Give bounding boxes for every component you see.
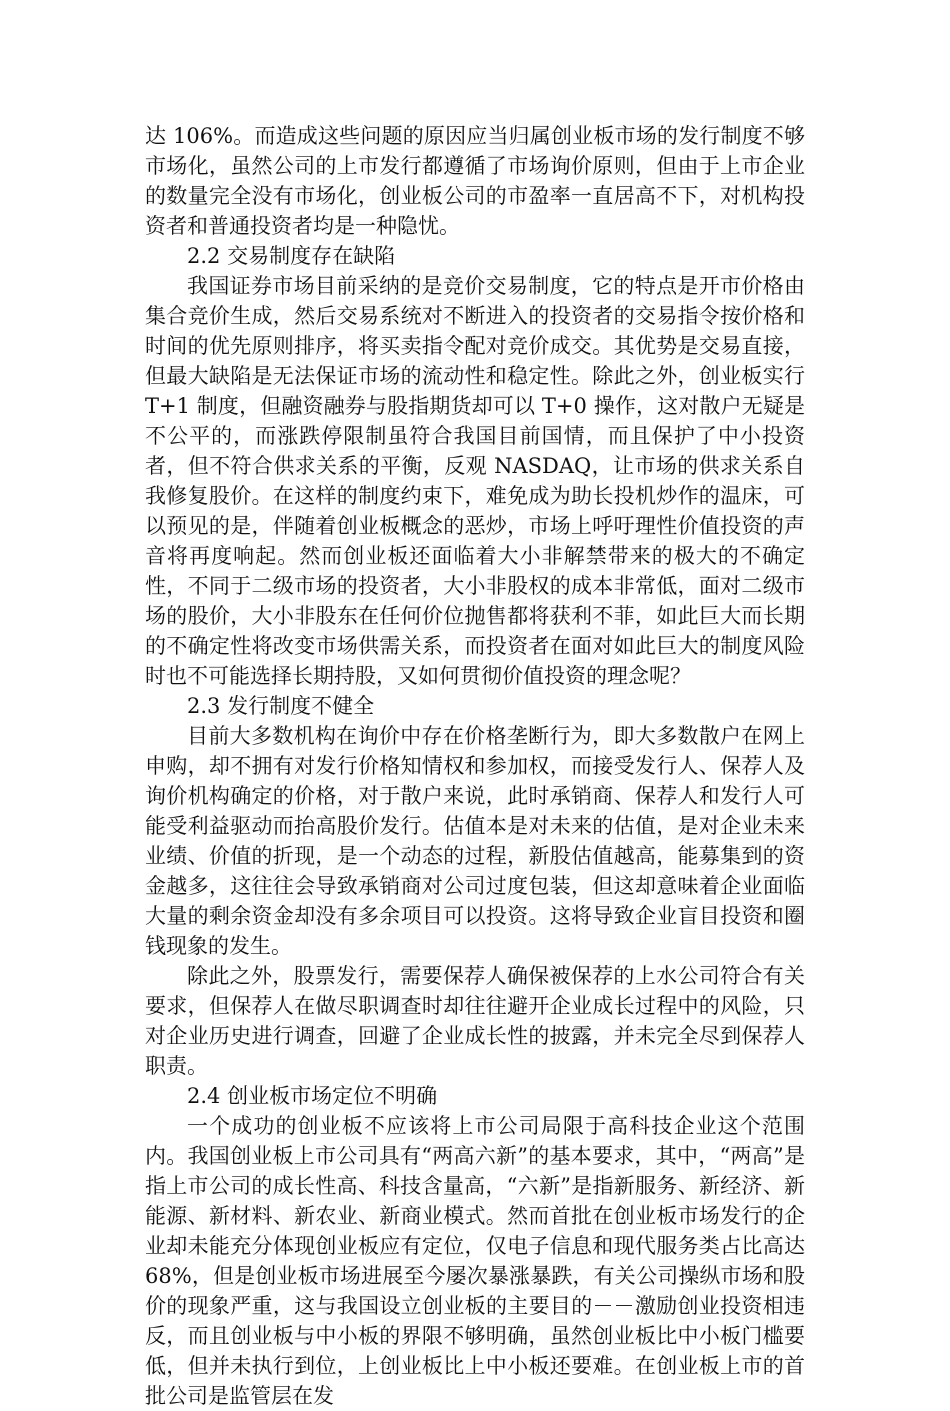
paragraph-sponsor-duty: 除此之外，股票发行，需要保荐人确保被保荐的上水公司符合有关要求，但保荐人在做尽职调查时却往往避开企业成长过程中的风险，只对企业历史进行调查，回避了企业成长性的披露，并未完全尽到保荐人职责。: [145, 964, 805, 1078]
section-heading-2-4: 2.4 创业板市场定位不明确: [187, 1084, 438, 1108]
section-heading-2-2: 2.2 交易制度存在缺陷: [187, 244, 396, 268]
paragraph-issuance-system: 目前大多数机构在询价中存在价格垄断行为，即大多数散户在网上申购，却不拥有对发行价格知情权和参加权，而接受发行人、保荐人及询价机构确定的价格，对于散户来说，此时承销商、保荐人和发行人可能受利益驱动而抬高股价发行。估值本是对未来的估值，是对企业未来业绩、价值的折现，是一个动态的过程，新股估值越高，能募集到的资金越多，这往往会导致承销商对公司过度包装，但这却意味着企业面临大量的剩余资金却没有多余项目可以投资。这将导致企业盲目投资和圈钱现象的发生。: [145, 724, 805, 958]
paragraph-market-positioning: 一个成功的创业板不应该将上市公司局限于高科技企业这个范围内。我国创业板上市公司具有“两高六新”的基本要求，其中，“两高”是指上市公司的成长性高、科技含量高，“六新”是指新服务、新经济、新能源、新材料、新农业、新商业模式。然而首批在创业板市场发行的企业却未能充分体现创业板应有定位，仅电子信息和现代服务类占比高达 68%，但是创业板市场进展至今屡次暴涨暴跌，有关公司操纵市场和股价的现象严重，这与我国设立创业板的主要目的－－激励创业投资相违反，而且创业板与中小板的界限不够明确，虽然创业板比中小板门槛要低，但并未执行到位，上创业板比上中小板还要难。在创业板上市的首批公司是监管层在发: [145, 1114, 805, 1408]
document-body: [145, 121, 805, 1411]
section-heading-2-3: 2.3 发行制度不健全: [187, 694, 375, 718]
paragraph-trading-system: 我国证券市场目前采纳的是竞价交易制度，它的特点是开市价格由集合竞价生成，然后交易系统对不断进入的投资者的交易指令按价格和时间的优先原则排序，将买卖指令配对竞价成交。其优势是交易直接，但最大缺陷是无法保证市场的流动性和稳定性。除此之外，创业板实行 T+1 制度，但融资融券与股指期货却可以 T+0 操作，这对散户无疑是不公平的，而涨跌停限制虽符合我国目前国情，而且保护了中小投资者，但不符合供求关系的平衡，反观 NASDAQ，让市场的供求关系自我修复股价。在这样的制度约束下，难免成为助长投机炒作的温床，可以预见的是，伴随着创业板概念的恶炒，市场上呼吁理性价值投资的声音将再度响起。然而创业板还面临着大小非解禁带来的极大的不确定性，不同于二级市场的投资者，大小非股权的成本非常低，面对二级市场的股价，大小非股东在任何价位抛售都将获利不菲，如此巨大而长期的不确定性将改变市场供需关系，而投资者在面对如此巨大的制度风险时也不可能选择长期持股，又如何贯彻价值投资的理念呢？: [145, 274, 805, 688]
paragraph-intro: 达 106%。而造成这些问题的原因应当归属创业板市场的发行制度不够市场化，虽然公司的上市发行都遵循了市场询价原则，但由于上市企业的数量完全没有市场化，创业板公司的市盈率一直居高不下，对机构投资者和普通投资者均是一种隐忧。: [145, 124, 805, 238]
